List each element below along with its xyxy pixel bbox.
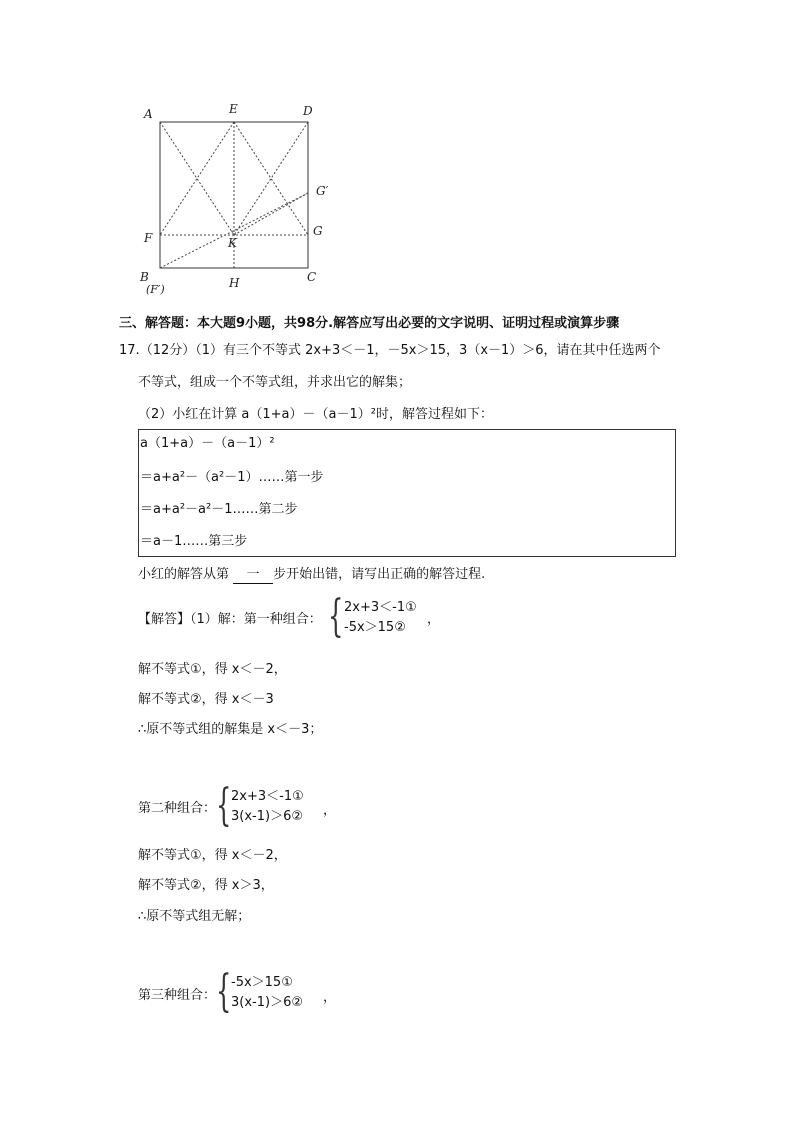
box-line-1: a（1+a）－（a－1）² bbox=[140, 436, 275, 451]
problem-number: 17. bbox=[119, 343, 140, 358]
box-line-2: ＝a+a²－（a²－1）……第一步 bbox=[140, 470, 324, 485]
label-g-prime: G′ bbox=[316, 184, 329, 198]
answer-label: 【解答】 bbox=[138, 612, 191, 627]
brace-2: { bbox=[216, 780, 232, 831]
combo1-step-1: 解不等式①，得 x＜－2， bbox=[138, 662, 287, 677]
system-3-line-1: -5x＞15① bbox=[231, 975, 293, 990]
problem-17-line1 bbox=[119, 343, 661, 359]
system-1-line-1: 2x+3＜-1① bbox=[344, 600, 417, 615]
blank-prefix: 小红的解答从第 bbox=[138, 567, 230, 582]
combo2-label: 第二种组合： bbox=[138, 801, 217, 816]
system-3-line-2: 3(x-1)＞6② bbox=[231, 995, 303, 1010]
combo2-step-2: 解不等式②，得 x＞3， bbox=[138, 878, 274, 893]
combo3-label: 第三种组合： bbox=[138, 988, 217, 1003]
system-2-line-1: 2x+3＜-1① bbox=[231, 789, 304, 804]
square-figure bbox=[130, 95, 350, 295]
label-c: C bbox=[307, 270, 317, 284]
system-3 bbox=[231, 973, 303, 1013]
section-heading: 三、解答题：本大题9小题，共98分.解答应写出必要的文字说明、证明过程或演算步骤 bbox=[119, 316, 620, 331]
label-e: E bbox=[229, 102, 238, 116]
label-b: B bbox=[140, 270, 149, 284]
system-3-tail: ， bbox=[323, 990, 337, 1005]
combo1-step-3: ∴原不等式组的解集是 x＜－3； bbox=[138, 722, 323, 737]
blank-suffix: 步开始出错，请写出正确的解答过程. bbox=[273, 567, 486, 582]
system-2-tail: ， bbox=[323, 803, 337, 818]
system-2 bbox=[231, 787, 304, 827]
answer-intro bbox=[138, 612, 322, 628]
answer-blank: 一 bbox=[233, 567, 273, 584]
label-k: K bbox=[228, 236, 237, 250]
line-kg-prime bbox=[234, 193, 308, 235]
label-f: F bbox=[144, 231, 153, 245]
combo2-step-1: 解不等式①，得 x＜－2， bbox=[138, 848, 287, 863]
system-1-tail: ， bbox=[427, 612, 441, 627]
system-1 bbox=[344, 598, 417, 638]
box-line-4: ＝a－1……第三步 bbox=[140, 534, 248, 549]
system-1-line-2: -5x＞15② bbox=[344, 620, 406, 635]
box-line-3: ＝a+a²－a²－1……第二步 bbox=[140, 502, 298, 517]
brace-1: { bbox=[328, 591, 344, 642]
label-f-prime: (F′) bbox=[146, 283, 165, 295]
fill-blank-sentence bbox=[138, 567, 485, 584]
label-a: A bbox=[144, 107, 153, 121]
part2-text: （2）小红在计算 a（1+a）－（a－1）²时，解答过程如下： bbox=[138, 407, 493, 422]
problem-points: （12分） bbox=[139, 343, 196, 358]
system-2-line-2: 3(x-1)＞6② bbox=[231, 809, 303, 824]
combo1-step-2: 解不等式②，得 x＜－3 bbox=[138, 692, 274, 707]
label-h: H bbox=[229, 276, 240, 290]
combo2-step-3: ∴原不等式组无解； bbox=[138, 909, 251, 924]
part1-text: （1）有三个不等式 2x+3＜－1，－5x＞15，3（x－1）＞6，请在其中任选两个 bbox=[195, 343, 661, 358]
answer-intro-text: （1）解：第一种组合： bbox=[190, 612, 322, 627]
label-g: G bbox=[313, 224, 323, 238]
brace-3: { bbox=[216, 966, 232, 1017]
problem-17-line2: 不等式，组成一个不等式组，并求出它的解集； bbox=[138, 375, 412, 390]
label-d: D bbox=[303, 104, 313, 118]
